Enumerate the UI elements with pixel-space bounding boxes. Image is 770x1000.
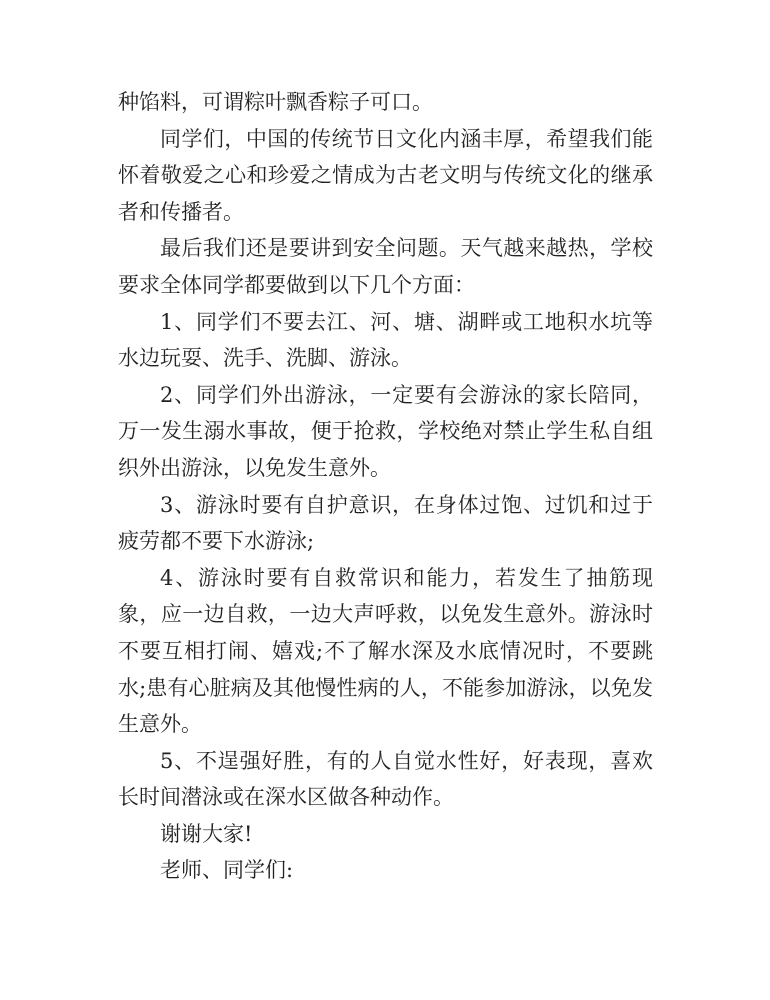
paragraph-rule-3: 3、游泳时要有自护意识，在身体过饱、过饥和过于疲劳都不要下水游泳;	[118, 492, 653, 554]
paragraph-rule-1: 1、同学们不要去江、河、塘、湖畔或工地积水坑等水边玩耍、洗手、洗脚、游泳。	[118, 309, 653, 371]
paragraph-thanks: 谢谢大家!	[160, 821, 253, 846]
paragraph-rule-2: 2、同学们外出游泳，一定要有会游泳的家长陪同，万一发生溺水事故，便于抢救，学校绝对禁止学生私自组织外出游泳，以免发生意外。	[118, 382, 653, 480]
paragraph-rule-5: 5、不逞强好胜，有的人自觉水性好，好表现，喜欢长时间潜泳或在深水区做各种动作。	[118, 748, 653, 810]
paragraph-traditional-culture: 同学们，中国的传统节日文化内涵丰厚，希望我们能怀着敬爱之心和珍爱之情成为古老文明与传统文化的继承者和传播者。	[118, 126, 653, 224]
paragraph-safety-intro: 最后我们还是要讲到安全问题。天气越来越热，学校要求全体同学都要做到以下几个方面：	[118, 236, 653, 297]
paragraph-continuation: 种馅料，可谓粽叶飘香粽子可口。	[118, 90, 433, 114]
paragraph-greeting: 老师、同学们:	[160, 858, 294, 883]
document-body	[118, 84, 653, 889]
paragraph-rule-4: 4、游泳时要有自救常识和能力，若发生了抽筋现象，应一边自救，一边大声呼救，以免发生意外。游泳时不要互相打闹、嬉戏;不了解水深及水底情况时，不要跳水;患有心脏病及其他慢性病的人，不能参加游泳，以免发生意外。	[118, 565, 653, 737]
